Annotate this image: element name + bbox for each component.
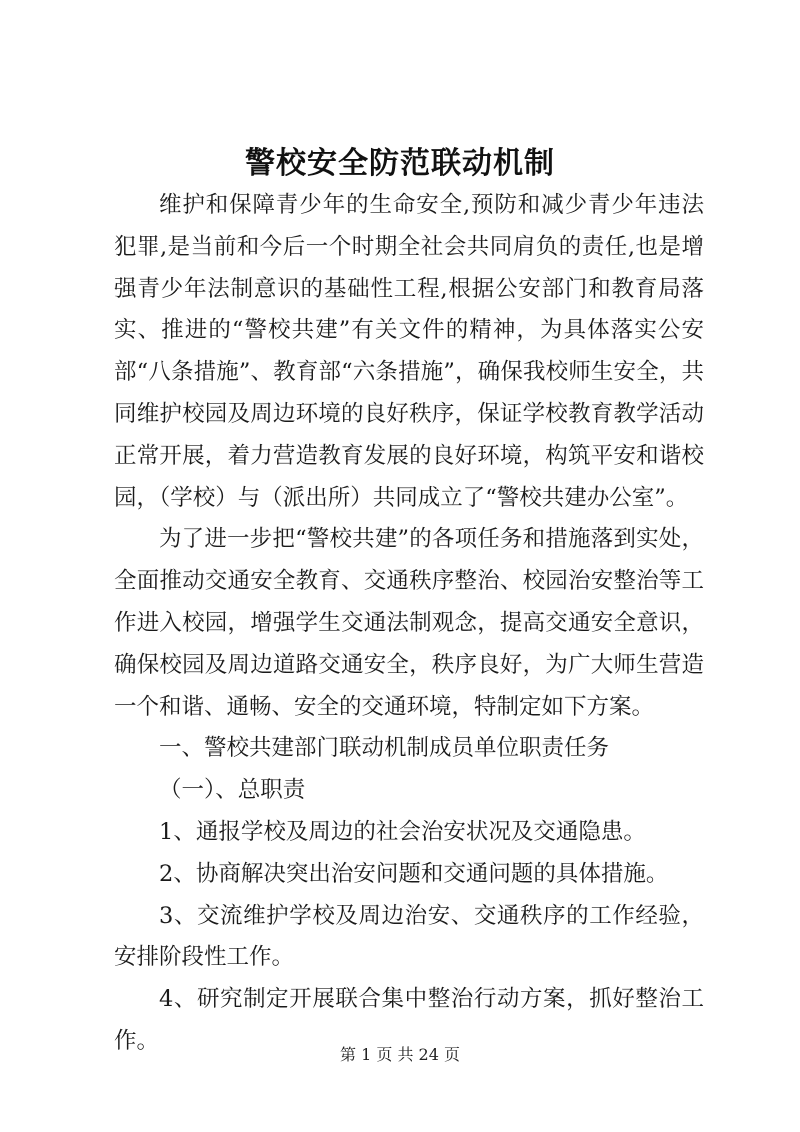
- document-body: [114, 185, 704, 1063]
- document-title: 警校安全防范联动机制: [245, 146, 555, 181]
- list-item: 4、研究制定开展联合集中整治行动方案，抓好整治工作。: [114, 986, 704, 1054]
- paragraph: 为了进一步把“警校共建”的各项任务和措施落到实处，全面推动交通安全教育、交通秩序整治、校园治安整治等工作进入校园，增强学生交通法制观念，提高交通安全意识，确保校园及周边道路交通安全，秩序良好，为广大师生营造一个和谐、通畅、安全的交通环境，特制定如下方案。: [114, 526, 704, 720]
- subsection-heading: （一）、总职责: [159, 777, 306, 804]
- paragraph: 维护和保障青少年的生命安全,预防和减少青少年违法犯罪,是当前和今后一个时期全社会共同肩负的责任,也是增强青少年法制意识的基础性工程,根据公安部门和教育局落实、推进的“警校共建”有关文件的精神，为具体落实公安部“八条措施”、教育部“六条措施”，确保我校师生安全，共同维护校园及周边环境的良好秩序，保证学校教育教学活动正常开展，着力营造教育发展的良好环境，构筑平安和谐校园，（学校）与（派出所）共同成立了“警校共建办公室”。: [114, 192, 704, 511]
- list-item: 3、交流维护学校及周边治安、交通秩序的工作经验，安排阶段性工作。: [114, 902, 704, 971]
- section-heading: 一、警校共建部门联动机制成员单位职责任务: [159, 735, 610, 762]
- page-number-footer: 第 1 页 共 24 页: [340, 1045, 460, 1064]
- list-item: 1、通报学校及周边的社会治安状况及交通隐患。: [159, 818, 646, 845]
- list-item: 2、协商解决突出治安问题和交通问题的具体措施。: [159, 860, 669, 887]
